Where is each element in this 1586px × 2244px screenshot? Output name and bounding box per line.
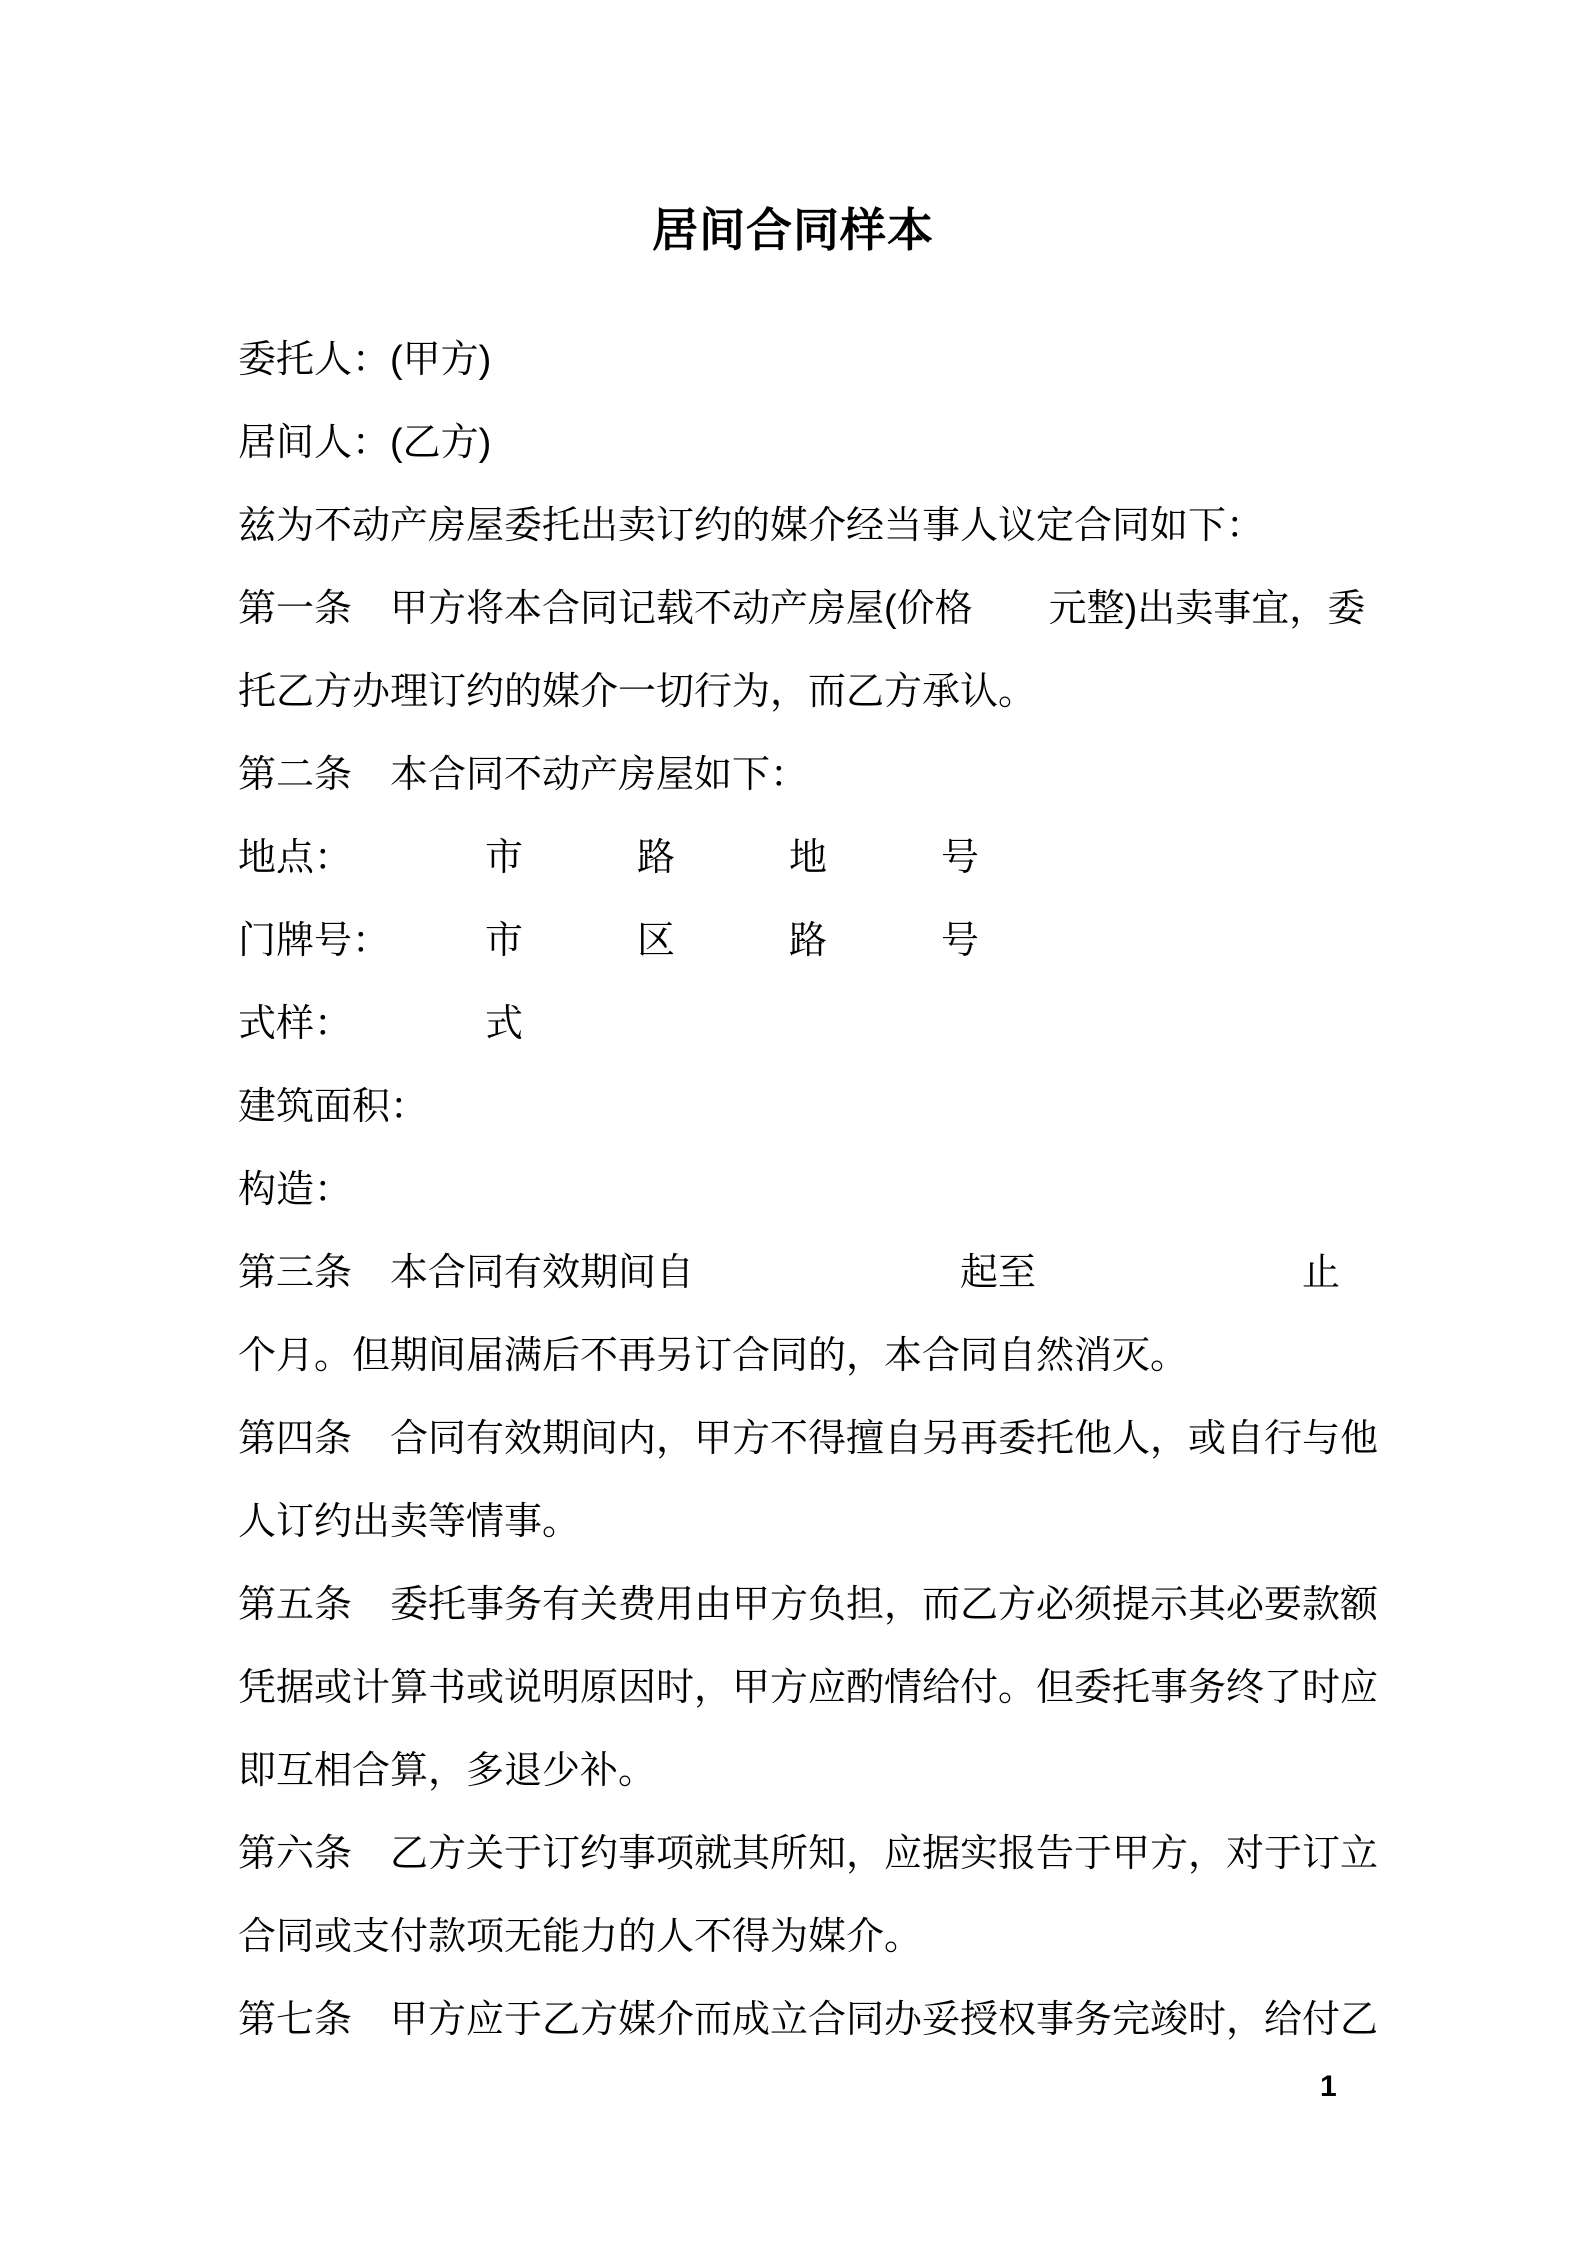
contract-body [238,319,1438,2062]
contract-line: 个月。但期间届满后不再另订合同的，本合同自然消灭。 [238,1335,1189,1377]
contract-line: 式样： 式 [238,1003,524,1045]
contract-line: 合同或支付款项无能力的人不得为媒介。 [238,1916,923,1958]
document-title: 居间合同样本 [652,204,934,256]
contract-line: 建筑面积： [238,1086,429,1128]
contract-line: 第六条 乙方关于订约事项就其所知，应据实报告于甲方，对于订立 [238,1833,1379,1875]
contract-line: 地点： 市 路 地 号 [238,837,980,879]
contract-line: 第二条 本合同不动产房屋如下： [238,754,809,796]
contract-line: 居间人：(乙方) [238,422,492,464]
contract-line: 人订约出卖等情事。 [238,1501,581,1543]
contract-line: 第三条 本合同有效期间自 起至 止 [238,1252,1341,1294]
contract-line: 第一条 甲方将本合同记载不动产房屋(价格 元整)出卖事宜，委 [238,588,1366,630]
contract-line: 第七条 甲方应于乙方媒介而成立合同办妥授权事务完竣时，给付乙 [238,1999,1379,2041]
contract-line: 门牌号： 市 区 路 号 [238,920,980,962]
contract-line: 凭据或计算书或说明原因时，甲方应酌情给付。但委托事务终了时应 [238,1667,1379,1709]
contract-line: 托乙方办理订约的媒介一切行为，而乙方承认。 [238,671,1037,713]
page-number: 1 [1320,2070,1337,2103]
contract-line: 委托人：(甲方) [238,339,492,381]
contract-line: 第五条 委托事务有关费用由甲方负担，而乙方必须提示其必要款额 [238,1584,1379,1626]
contract-line: 兹为不动产房屋委托出卖订约的媒介经当事人议定合同如下： [238,505,1265,547]
contract-line: 即互相合算，多退少补。 [238,1750,657,1792]
contract-line: 构造： [238,1169,353,1211]
contract-line: 第四条 合同有效期间内，甲方不得擅自另再委托他人，或自行与他 [238,1418,1379,1460]
